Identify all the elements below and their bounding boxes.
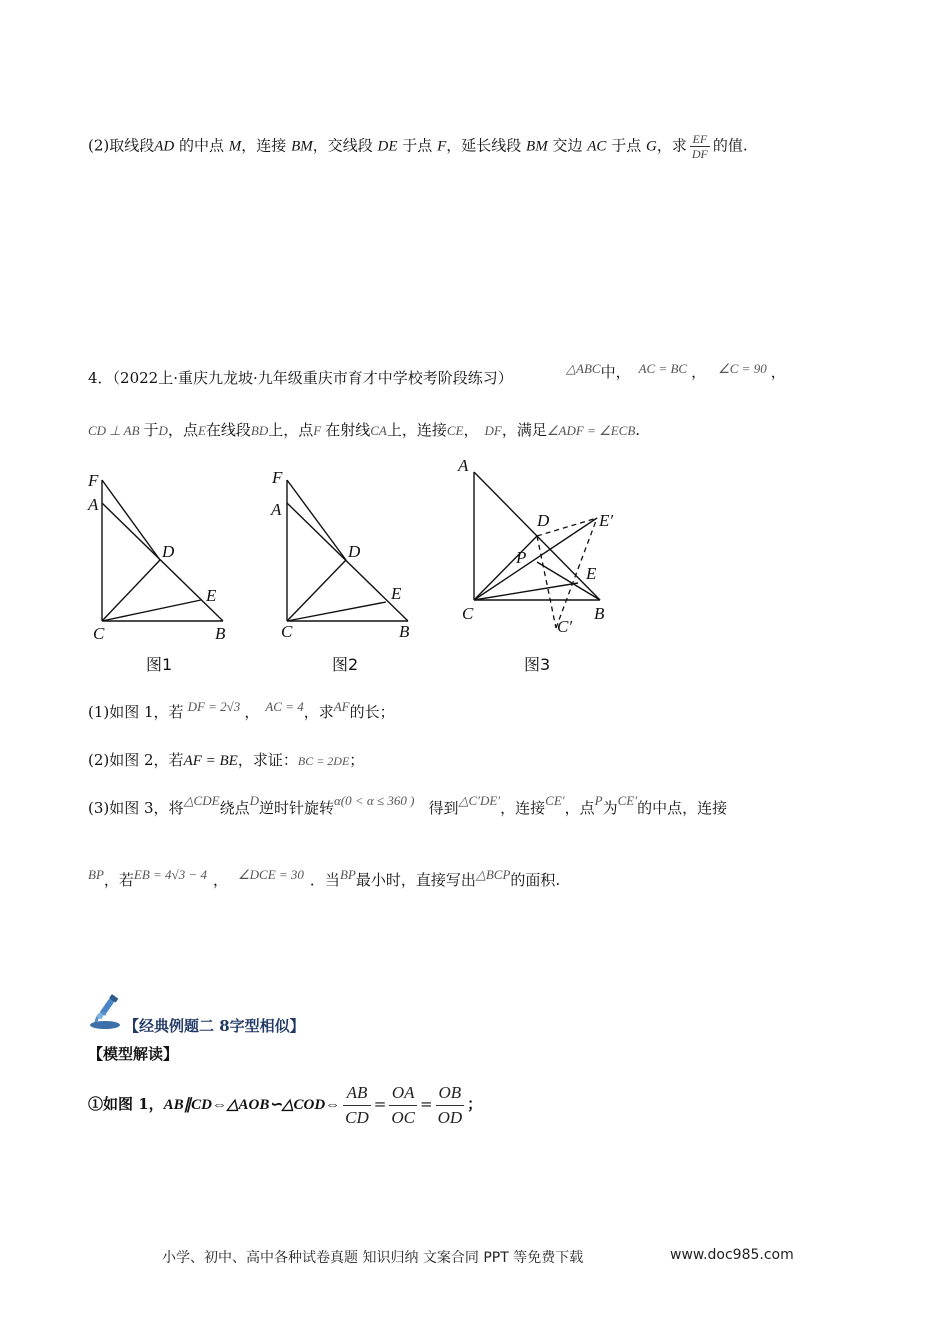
- oa-over-oc-fraction: $\frac{OA}{OC}$: [391, 1082, 415, 1127]
- fig1-line-ab: [102, 503, 223, 621]
- q4-header-line: [88, 368, 513, 388]
- footer-url[interactable]: www.doc985.com: [670, 1247, 794, 1263]
- fig3-label-b: B: [594, 604, 605, 623]
- fig3-caption: 图3: [524, 655, 551, 674]
- q4-part3-line2: BP，若EB = 4√3 − 4 ， ∠DCE = 30 ．当BP最小时，直接写出△BCP的面积.: [88, 867, 561, 889]
- section-title: 【经典例题二 8字型相似】: [124, 1017, 305, 1035]
- microscope-icon: [88, 994, 124, 1030]
- fig2-line-fd: [287, 480, 346, 560]
- fig1-label-a: A: [88, 495, 99, 514]
- fig3-line-ce: [474, 583, 578, 600]
- fig1-caption: 图1: [146, 655, 173, 674]
- fig3-dash-dc-prime: [537, 536, 556, 628]
- fig2-label-f: F: [272, 468, 283, 487]
- fig1-line-ce: [102, 600, 201, 621]
- q4-source: （2022上·重庆九龙坡·九年级重庆市育才中学校考阶段练习）: [112, 369, 513, 387]
- q4-number: 4．: [88, 369, 113, 387]
- ab-over-cd-fraction: $\frac{AB}{CD}$: [345, 1082, 369, 1127]
- ob-over-od-fraction: $\frac{OB}{OD}$: [437, 1082, 463, 1127]
- fig3-label-e-prime: E′: [599, 511, 614, 530]
- fig2-line-ab: [287, 503, 408, 621]
- fig1-label-d: D: [162, 542, 175, 561]
- section-subtitle: 【模型解读】: [88, 1045, 179, 1063]
- fig1-label-c: C: [93, 624, 105, 643]
- ef-over-df-fraction: $\frac{EF}{DF}$: [691, 132, 708, 161]
- model-item-1: ①如图 1，AB∥CD⇔△AOB∽△COD⇔ $\frac{AB}{CD}$ = $\frac{OA}{OC}$ = $\frac{OB}{OD}$ ；: [88, 1074, 482, 1135]
- fig2-label-a: A: [271, 500, 282, 519]
- fig2-label-e: E: [391, 584, 402, 603]
- fig3-line-cd: [474, 536, 537, 600]
- q4-part3-line1: (3)如图 3，将△CDE绕点D逆时针旋转α(0 < α ≤ 360 ) 得到△C′DE′，连接CE′，点P为CE′的中点，连接: [88, 793, 728, 817]
- q3-part2-line: (2)取线段AD 的中点 M，连接 BM，交线段 DE 于点 F，延长线段 BM 交边 AC 于点 G，求 $\frac{EF}{DF}$ 的值.: [88, 132, 748, 161]
- q4-part2: (2)如图 2，若AF = BE，求证：BC = 2DE；: [88, 751, 365, 769]
- fig1-line-cd: [102, 560, 160, 621]
- fig1-label-e: E: [206, 586, 217, 605]
- fig1-label-b: B: [215, 624, 226, 643]
- fig2-caption: 图2: [332, 655, 359, 674]
- fig2-label-b: B: [399, 622, 410, 641]
- fig3-label-d: D: [537, 511, 550, 530]
- fig1-line-fd: [102, 480, 160, 560]
- figures-svg: [0, 450, 950, 680]
- q4-header-math: △ABC中， AC = BC ， ∠C = 90 ，: [566, 361, 786, 381]
- q4-part1: (1)如图 1，若 DF = 2√3 ， AC = 4，求AF的长；: [88, 699, 395, 721]
- fig2-label-d: D: [348, 542, 361, 561]
- fig3-label-c: C: [462, 604, 474, 623]
- footer-text: 小学、初中、高中各种试卷真题 知识归纳 文案合同 PPT 等免费下载: [162, 1250, 584, 1266]
- fig2-label-c: C: [281, 622, 293, 641]
- fig3-label-a: A: [458, 456, 469, 475]
- fig3-label-p: P: [516, 548, 527, 567]
- fig3-label-c-prime: C′: [557, 617, 573, 636]
- fig1-label-f: F: [88, 471, 99, 490]
- fig3-label-e: E: [586, 564, 597, 583]
- q4-condition-line: CD ⊥ AB 于D，点E在线段BD上，点F 在射线CA上，连接CE， DF，满足∠ADF = ∠ECB.: [88, 421, 641, 439]
